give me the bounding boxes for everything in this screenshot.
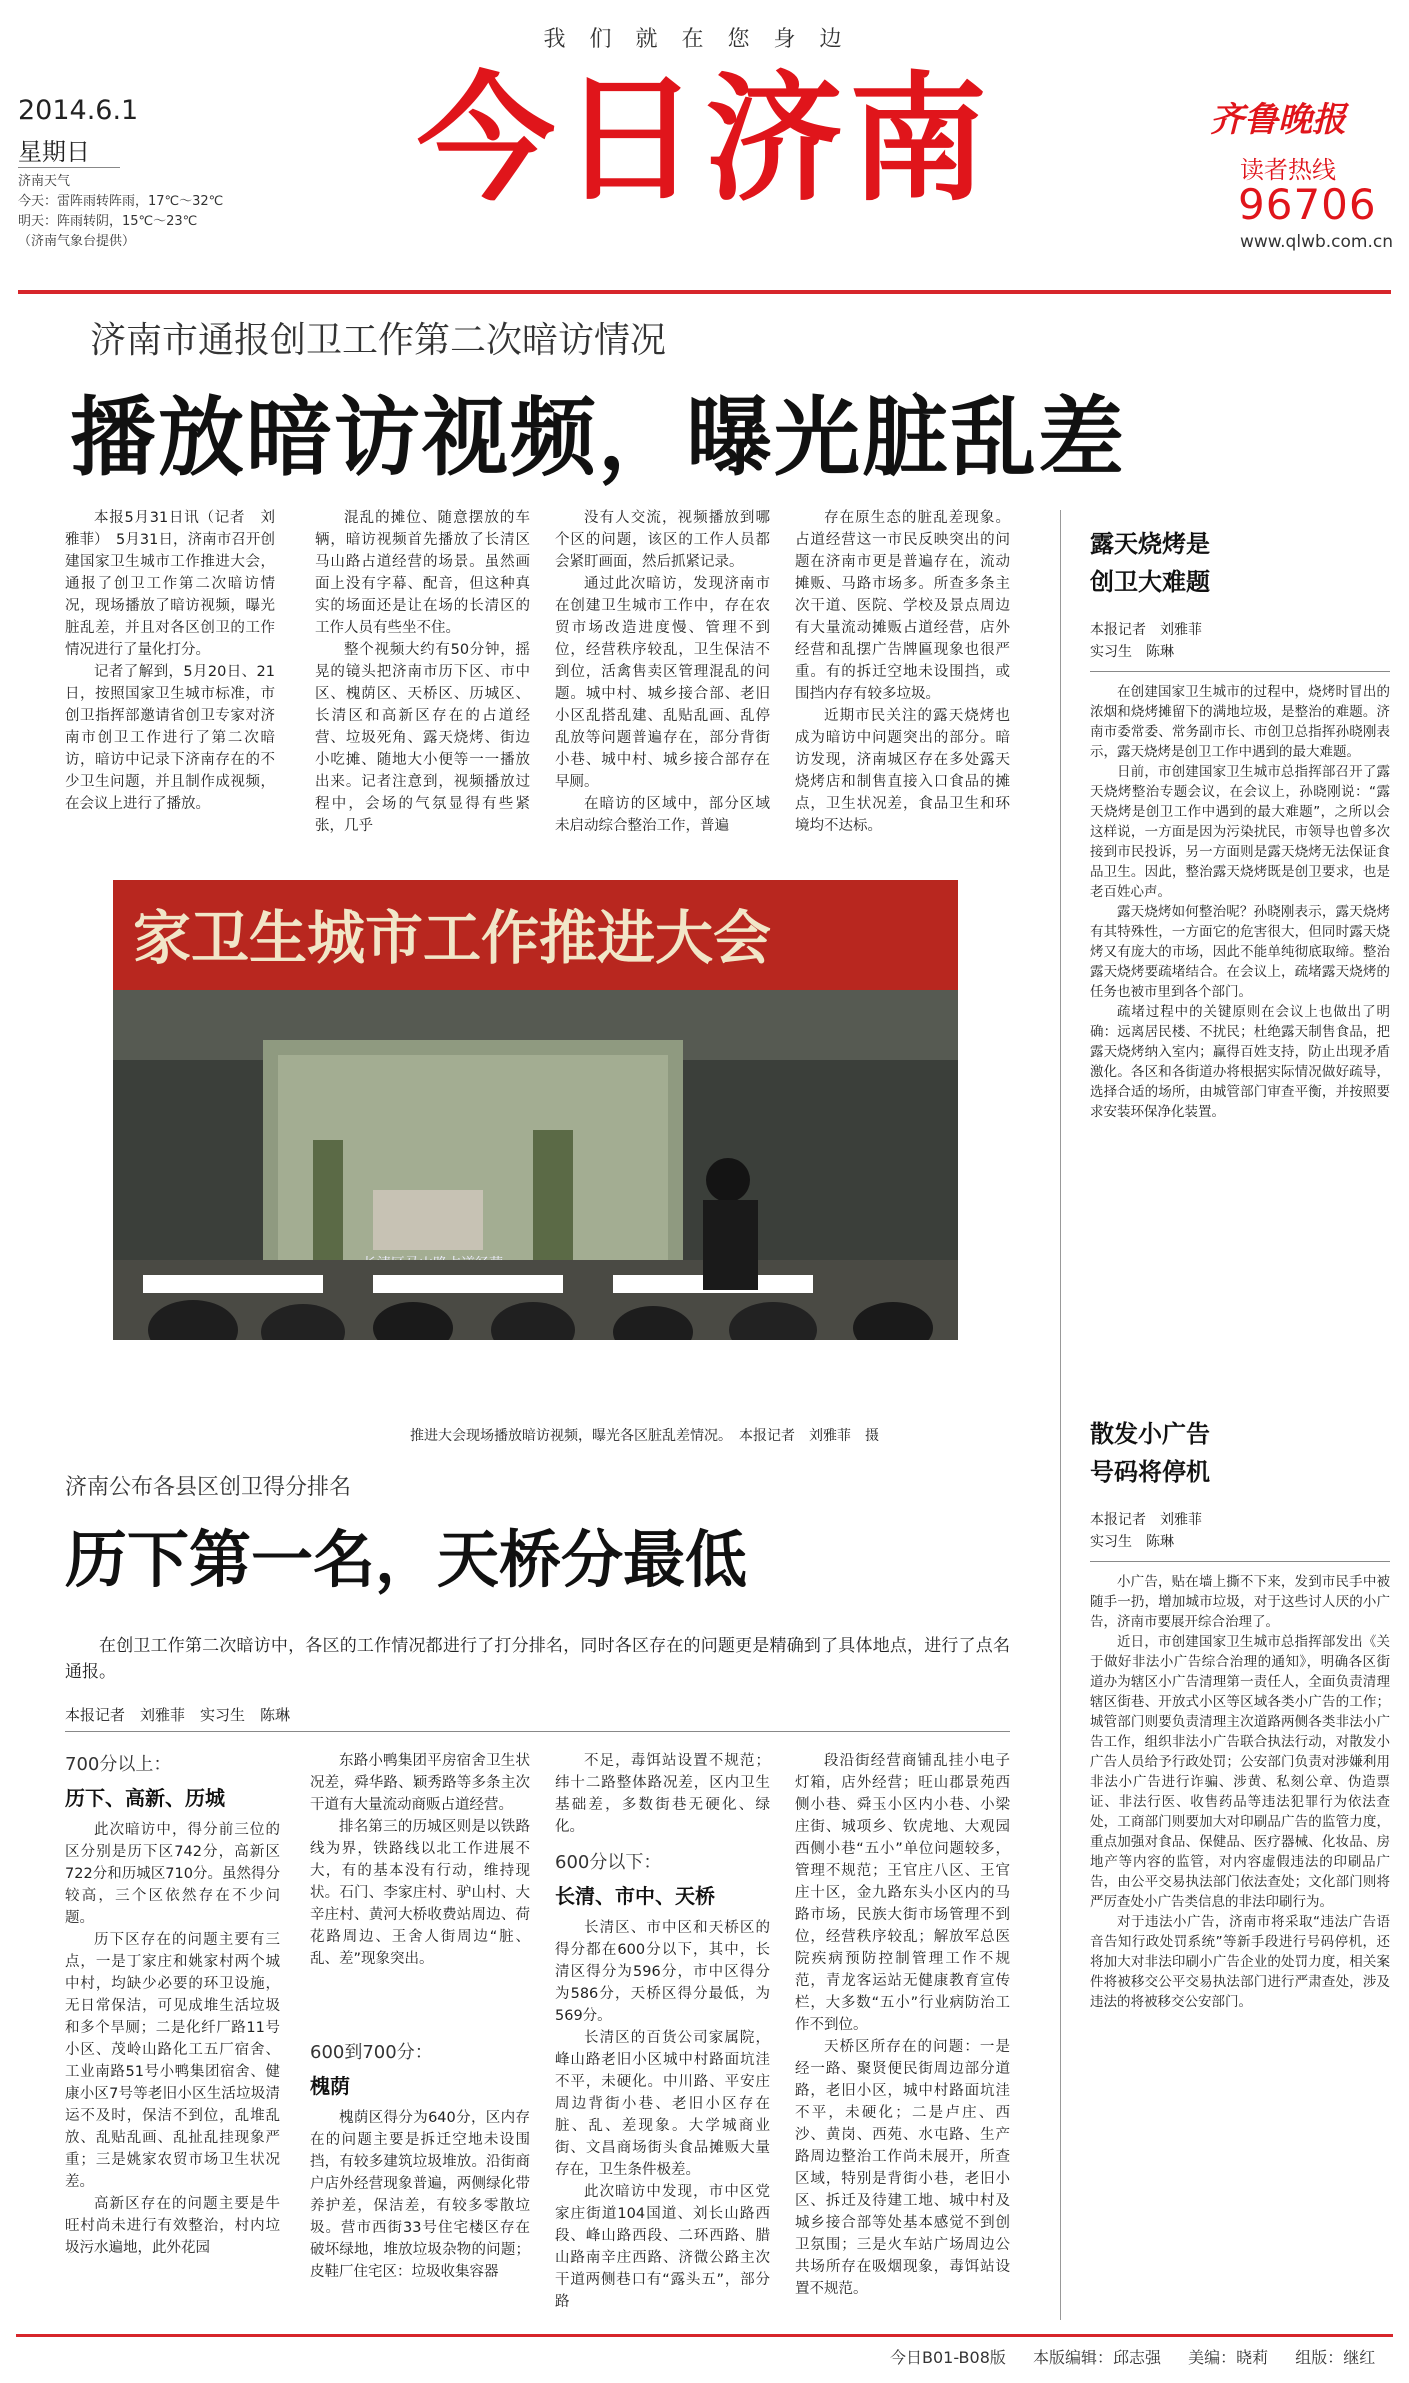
tier3-paragraph: 天桥区所存在的问题：一是经一路、聚贤便民街周边部分道路，老旧小区，城中村路面坑洼不平，未硬化；二是卢庄、西沙、黄岗、西苑、水屯路、生产路周边整治工作尚未展开，所查区域，特别是背街小巷，老旧小区、拆迁及待建工地、城中村及城乡接合部等处基本感觉不到创卫氛围；三是火车站广场周边公共场所存在吸烟现象，毒饵站设置不规范。 [795,2039,1010,2297]
tier1-text-continued [310,1750,530,2030]
sidebar-story-2 [1090,1415,1390,2312]
tier3-paragraph: 长清区的百货公司家属院，峰山路老旧小区城中村路面坑洼不平，未硬化。中川路、平安庄周边背街小巷、老旧小区存在脏、乱、差现象。大学城商业街、文昌商场街头食品摊贩大量存在，卫生条件极差。 [555,2030,770,2178]
intro-paragraph: 在创卫工作第二次暗访中，各区的工作情况都进行了打分排名，同时各区存在的问题更是精确到了具体地点，进行了点名通报。 [65,1636,1010,1682]
sidebar1-paragraph: 疏堵过程中的关键原则在会议上也做出了明确：远离居民楼、不扰民；杜绝露天制售食品，把露天烧烤纳入室内；赢得百姓支持，防止出现矛盾激化。各区和各街道办将根据实际情况做好疏导，选择合适的场所，由城管部门审查平衡，并按照要求安装环保净化装置。 [1090,1004,1390,1120]
tier2-paragraph: 不足，毒饵站设置不规范；纬十二路整体路况差，区内卫生基础差，多数街巷无硬化、绿化。 [555,1753,770,1835]
second-headline: 历下第一名，天桥分最低 [65,1523,748,1596]
footer-editor: 本版编辑：邱志强 [1032,2348,1161,2367]
lead-headline: 播放暗访视频，曝光脏乱差 [70,388,1126,488]
weather-source: （济南气象台提供） [18,234,136,249]
sidebar1-byline1: 本报记者 刘雅菲 [1090,622,1202,638]
tier1-paragraph: 排名第三的历城区则是以铁路线为界，铁路线以北工作进展不大，有的基本没有行动，维持现状。石门、李家庄村、驴山村、大辛庄村、黄河大桥收费站周边、荷花路周边、王舍人街周边“脏、乱、差”现象突出。 [310,1819,530,1967]
tier1-paragraph: 高新区存在的问题主要是牛旺村尚未进行有效整治，村内垃圾污水遍地，此外花园 [65,2196,280,2256]
tier2-subtitle: 槐荫 [310,2074,350,2098]
second-divider [65,1731,1010,1732]
sidebar2-paragraph: 小广告，贴在墙上撕不下来，发到市民手中被随手一扔，增加城市垃圾，对于这些讨人厌的小广告，济南市要展开综合治理了。 [1090,1574,1390,1630]
footer-divider [16,2334,1393,2337]
sidebar1-text [1090,682,1390,1422]
lead-paragraph: 本报5月31日讯（记者 刘雅菲） 5月31日，济南市召开创建国家卫生城市工作推进大会，通报了创卫工作第二次暗访情况，现场播放了暗访视频，曝光脏乱差，并且对各区创卫的工作情况进行了量化打分。 [65,510,275,658]
footer-credits [890,2345,1397,2368]
tier2-paragraph: 槐荫区得分为640分，区内存在的问题主要是拆迁空地未设围挡，有较多建筑垃圾堆放。沿街商户店外经营现象普遍，两侧绿化带养护差，保洁差，有较多零散垃圾。营市西街33号住宅楼区存在破坏绿地，堆放垃圾杂物的问题；皮鞋厂住宅区：垃圾收集容器 [310,2110,530,2280]
sidebar1-paragraph: 露天烧烤如何整治呢？孙晓刚表示，露天烧烤有其特殊性，一方面它的危害很大，但同时露天烧烤又有庞大的市场，因此不能单纯彻底取缔。整治露天烧烤要疏堵结合。在会议上，疏堵露天烧烤的任务也被市里到各个部门。 [1090,904,1390,1000]
tier2-text-continued [555,1750,770,1840]
tier1-paragraph: 东路小鸭集团平房宿舍卫生状况差，舜华路、颖秀路等多条主次干道有大量流动商贩占道经营。 [310,1753,530,1813]
weather-tomorrow: 明天：阵雨转阴，15℃～23℃ [18,214,198,229]
issue-weekday: 星期日 [18,132,120,168]
hotline-label: 读者热线 [1240,156,1336,184]
footer-proof: 组版：继红 [1295,2348,1376,2367]
lead-kicker: 济南市通报创卫工作第二次暗访情况 [90,320,667,361]
sidebar2-paragraph: 对于违法小广告，济南市将采取“违法广告语音告知行政处罚系统”等新手段进行号码停机，还将加大对非法印刷小广告企业的处罚力度，相关案件将被移交公平交易执法部门进行严肃查处，涉及违法的将被移交公安部门。 [1090,1914,1390,2010]
second-byline: 本报记者 刘雅菲 实习生 陈琳 [65,1706,291,1724]
banner-text: 家卫生城市工作推进大会 [133,904,772,972]
lead-paragraph: 没有人交流，视频播放到哪个区的问题，该区的工作人员都会紧盯画面，然后抓紧记录。 [555,510,770,570]
hotline-number: 96706 [1238,180,1377,229]
tier3-text [555,1917,770,2327]
photo-caption: 推进大会现场播放暗访视频，曝光各区脏乱差情况。 本报记者 刘雅菲 摄 [410,1428,879,1444]
tier3-text-continued [795,1750,1010,2310]
sidebar1-title-line1: 露天烧烤是 [1090,530,1210,558]
sidebar2-divider [1090,1561,1390,1562]
footer-pages: 今日B01-B08版 [890,2348,1006,2367]
newspaper-logo: 齐鲁晚报 [1210,100,1346,140]
tier1-paragraph: 此次暗访中，得分前三位的区分别是历下区742分，高新区722分和历城区710分。虽然得分较高，三个区依然存在不少问题。 [65,1822,280,1926]
sidebar1-title-line2: 创卫大难题 [1090,568,1210,596]
lead-column-1 [65,507,275,847]
lead-paragraph: 近期市民关注的露天烧烤也成为暗访中问题突出的部分。暗访发现，济南城区存在多处露天烧烤店和制售直接入口食品的摊点，卫生状况差，食品卫生和环境均不达标。 [795,708,1010,834]
lead-column-3 [555,507,770,847]
lead-column-4 [795,507,1010,847]
lead-paragraph: 在暗访的区域中，部分区域未启动综合整治工作，普遍 [555,796,770,834]
lead-paragraph: 存在原生态的脏乱差现象。占道经营这一市民反映突出的问题在济南市更是普遍存在，流动摊贩、马路市场多。所查多条主次干道、医院、学校及景点周边有大量流动摊贩占道经营，店外经营和乱摆广告牌匾现象也很严重。有的拆迁空地未设围挡，或围挡内存有较多垃圾。 [795,510,1010,702]
second-kicker: 济南公布各县区创卫得分排名 [65,1475,352,1500]
tier3-paragraph: 此次暗访中发现，市中区党家庄街道104国道、刘长山路西段、峰山路西段、二环西路、腊山路南辛庄西路、济微公路主次干道两侧巷口有“露头五”，部分路 [555,2184,770,2310]
sidebar1-divider [1090,671,1390,672]
slogan: 我们就在您身边 [543,27,866,52]
second-column-2 [310,1750,530,2287]
second-column-4 [795,1750,1010,2310]
tier2-text [310,2107,530,2287]
sidebar1-paragraph: 日前，市创建国家卫生城市总指挥部召开了露天烧烤整治专题会议，在会议上，孙晓刚说：“露天烧烤是创卫工作中遇到的最大难题”，之所以会这样说，一方面是因为污染扰民，市领导也曾多次接到市民投诉，另一方面则是露天烧烤无法保证食品卫生。因此，整治露天烧烤既是创卫要求，也是老百姓心声。 [1090,764,1390,900]
website-link[interactable]: www.qlwb.com.cn [1240,232,1393,252]
sidebar-story-1 [1090,525,1390,1422]
footer-art: 美编：晓莉 [1188,2348,1269,2367]
meeting-photo [113,880,958,1340]
sidebar2-title-line2: 号码将停机 [1090,1458,1210,1486]
lead-paragraph: 通过此次暗访，发现济南市在创建卫生城市工作中，存在农贸市场改造进度慢、管理不到位，经营秩序较乱，卫生保洁不到位，活禽售卖区管理混乱的问题。城中村、城乡接合部、老旧小区乱搭乱建、乱贴乱画、乱停乱放等问题普遍存在，部分背街小巷、城中村、城乡接合部存在早厕。 [555,576,770,790]
masthead-title: 今日济南 [416,59,993,220]
sidebar2-byline1: 本报记者 刘雅菲 [1090,1512,1202,1528]
lead-paragraph: 整个视频大约有50分钟，摇晃的镜头把济南市历下区、市中区、槐荫区、天桥区、历城区、长清区和高新区存在的占道经营、垃圾死角、露天烧烤、街边小吃摊、随地大小便等一一播放出来。记者注意到，视频播放过程中，会场的气氛显得有些紧张，几乎 [315,642,530,834]
tier3-paragraph: 长清区、市中区和天桥区的得分都在600分以下，其中，长清区得分为596分，市中区得分为586分，天桥区得分最低，为569分。 [555,1920,770,2024]
lead-paragraph: 混乱的摊位、随意摆放的车辆，暗访视频首先播放了长清区马山路占道经营的场景。虽然画面上没有字幕、配音，但这种真实的场面还是让在场的长清区的工作人员有些坐不住。 [315,510,530,636]
tier1-title: 700分以上： [65,1754,172,1775]
sidebar2-text [1090,1572,1390,2312]
lead-paragraph: 记者了解到，5月20日、21日，按照国家卫生城市标准，市创卫指挥部邀请省创卫专家对济南市创卫工作进行了第二次暗访，暗访中记录下济南存在的不少卫生问题，并且制作成视频，在会议上进行了播放。 [65,664,275,812]
second-column-1 [65,1750,280,2319]
tier1-paragraph: 历下区存在的问题主要有三点，一是丁家庄和姚家村两个城中村，均缺少必要的环卫设施，无日常保洁，可见成堆生活垃圾和多个旱厕；二是化纤厂路11号小区、茂岭山路化工五厂宿舍、工业南路51号小鸭集团宿舍、健康小区7号等老旧小区生活垃圾清运不及时，保洁不到位，乱堆乱放、乱贴乱画、乱扯乱挂现象严重；三是姚家农贸市场卫生状况差。 [65,1932,280,2190]
second-column-3 [555,1750,770,2327]
lead-column-2 [315,507,530,847]
second-intro [65,1633,1010,1685]
tier3-subtitle: 长清、市中、天桥 [555,1884,715,1908]
tier3-paragraph: 段沿街经营商铺乱挂小电子灯箱，店外经营；旺山郡景苑西侧小巷、舜玉小区内小巷、小梁庄街、城项乡、钦虎地、大观园西侧小巷“五小”单位问题较多，管理不规范；王官庄八区、王官庄十区，金九路东头小区内的马路市场，民族大街市场管理不到位，经营秩序较乱；解放军总医院疾病预防控制管理工作不规范，青龙客运站无健康教育宣传栏，大多数“五小”行业病防治工作不到位。 [795,1753,1010,2033]
sidebar-divider [1060,510,1061,2320]
tier1-text [65,1819,280,2319]
sidebar2-paragraph: 近日，市创建国家卫生城市总指挥部发出《关于做好非法小广告综合治理的通知》，明确各区街道办为辖区小广告清理第一责任人，全面负责清理辖区街巷、开放式小区等区域各类小广告的工作；城管部门则要负责清理主次道路两侧各类非法小广告工作，组织非法小广告联合执法行动，对散发小广告人员给予行政处罚；公安部门负责对涉嫌利用非法小广告进行诈骗、涉黄、私刻公章、伪造票证、非法行医、收售药品等违法犯罪行为依法查处，工商部门则要加大对印刷品广告的监管力度，重点加强对食品、保健品、医疗器械、化妆品、房地产等内容的监管，对内容虚假违法的印刷品广告，由公平交易执法部门依法查处；文化部门则将严厉查处小广告类信息的非法印刷行为。 [1090,1634,1390,1910]
sidebar1-byline2: 实习生 陈琳 [1090,644,1174,660]
meeting-photo-illustration [113,880,958,1340]
tier2-title: 600到700分： [310,2042,433,2063]
weather-box [18,172,223,252]
tier1-subtitle: 历下、高新、历城 [65,1786,225,1810]
sidebar2-title-line1: 散发小广告 [1090,1420,1210,1448]
sidebar2-byline2: 实习生 陈琳 [1090,1534,1174,1550]
issue-date: 2014.6.1 [18,95,139,126]
sidebar1-paragraph: 在创建国家卫生城市的过程中，烧烤时冒出的浓烟和烧烤摊留下的满地垃圾，是整治的难题。济南市委常委、常务副市长、市创卫总指挥孙晓刚表示，露天烧烤是创卫工作中遇到的最大难题。 [1090,684,1390,760]
weather-today: 今天：雷阵雨转阵雨，17℃～32℃ [18,194,224,209]
tier3-title: 600分以下： [555,1852,662,1873]
header-divider [18,290,1391,294]
weather-label: 济南天气 [18,174,71,189]
